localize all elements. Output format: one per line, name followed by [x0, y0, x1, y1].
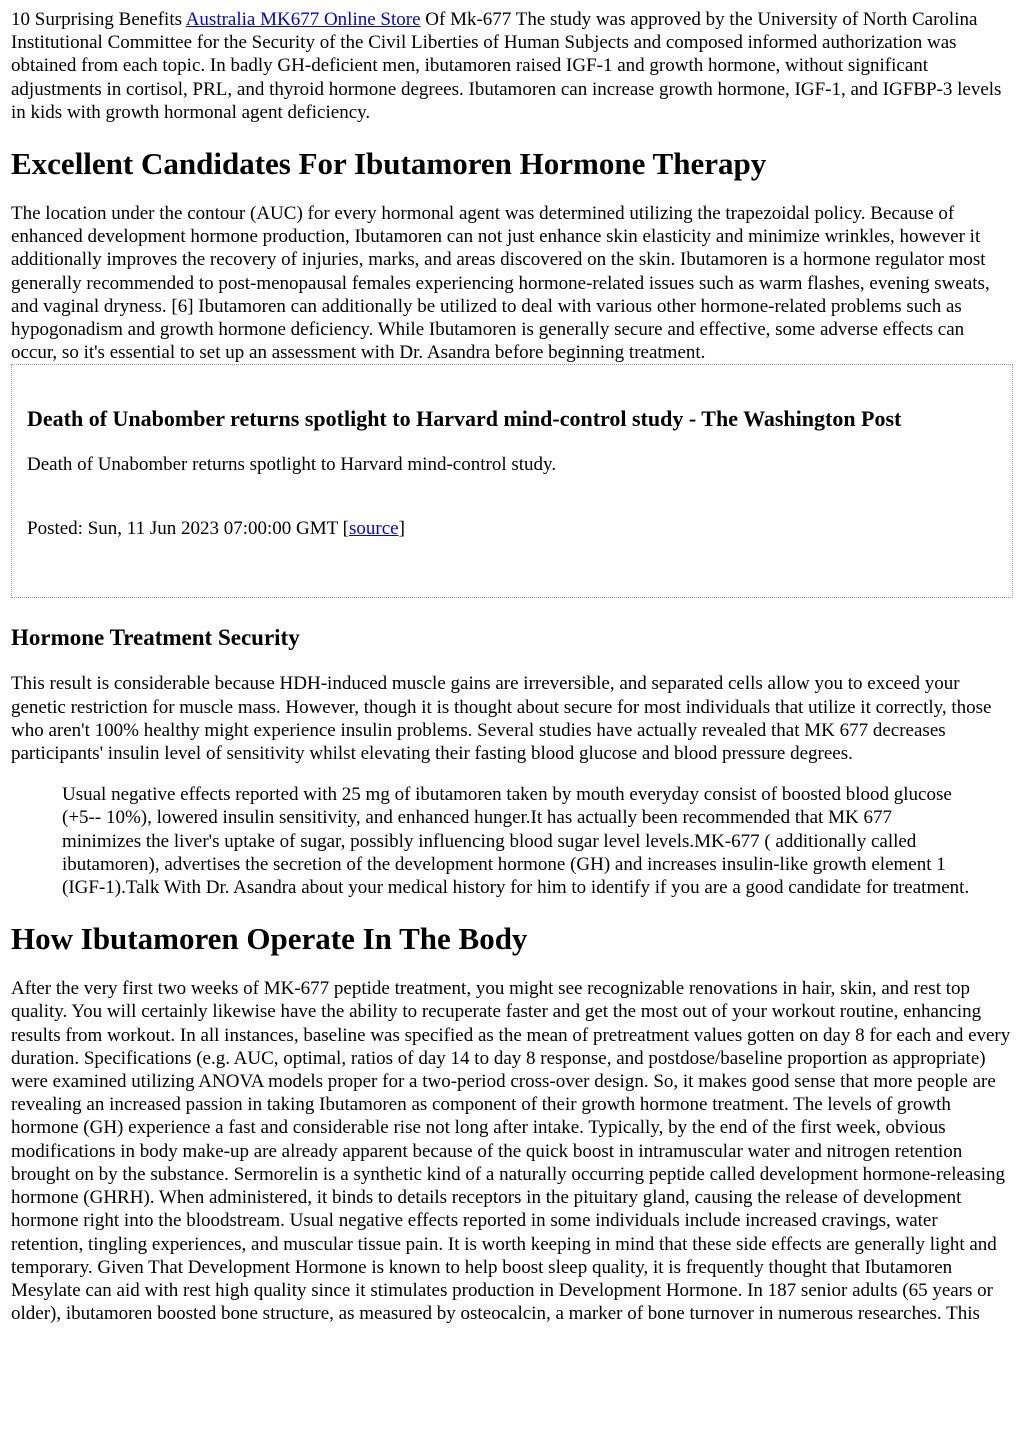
section2-heading: Hormone Treatment Security: [11, 625, 300, 651]
news-posted-prefix: Posted: Sun, 11 Jun 2023 07:00:00 GMT [: [27, 517, 349, 539]
news-posted: [27, 517, 997, 540]
source-link[interactable]: source: [348, 517, 399, 539]
store-link[interactable]: Australia MK677 Online Store: [185, 9, 421, 30]
news-box: [11, 364, 1013, 598]
intro-paragraph: [11, 8, 1013, 124]
intro-lead: 10 Surprising Benefits: [11, 9, 186, 30]
news-summary: Death of Unabomber returns spotlight to Harvard mind-control study.: [27, 454, 557, 476]
section2-quote-text: Usual negative effects reported with 25 mg of ibutamoren taken by mouth everyday consist of boosted blood glucose (+5-- 10%), lowered insulin sensitivity, and enhanced hunger.It has actually been recommended that MK 677 minimizes the liver's uptake of sugar, possibly influencing blood sugar level levels.MK-677 ( additionally called ibutamoren), advertises the secretion of the development hormone (GH) and increases insulin-like growth element 1 (IGF-1).Talk With Dr. Asandra about your medical history for him to identify if you are a good candidate for treatment.: [62, 784, 970, 899]
section1-paragraph: The location under the contour (AUC) for every hormonal agent was determined utilizing the trapezoidal policy. Because of enhanced development hormone production, Ibutamoren can not just enhance skin elasticity and minimize wrinkles, however it additionally improves the recovery of injuries, marks, and areas discovered on the skin. Ibutamoren is a hormone regulator most generally recommended to post-menopausal females experiencing hormone-related issues such as warm flashes, evening sweats, and vaginal dryness. [6] Ibutamoren can additionally be utilized to deal with various other hormone-related problems such as hypogonadism and growth hormone deficiency. While Ibutamoren is generally secure and effective, some adverse effects can occur, so it's essential to set up an assessment with Dr. Asandra before beginning treatment.: [11, 203, 990, 364]
section2-quote: [62, 783, 973, 899]
section3-paragraph: After the very first two weeks of MK-677 peptide treatment, you might see recognizable renovations in hair, skin, and rest top quality. You will certainly likewise have the ability to recuperate faster and get the most out of your workout routine, enhancing results from workout. In all instances, baseline was specified as the mean of pretreatment values gotten on day 8 for each and every duration. Specifications (e.g. AUC, optimal, ratios of day 14 to day 8 response, and postdose/baseline proportion as appropriate) were examined utilizing ANOVA models proper for a two-period cross-over design. So, it makes good sense that more people are revealing an increased passion in taking Ibutamoren as component of their growth hormone treatment. The levels of growth hormone (GH) experience a fast and considerable rise not long after intake. Typically, by the end of the first week, obvious modifications in body make-up are already apparent because of the quick boost in intramuscular water and nitrogen retention brought on by the substance. Sermorelin is a synthetic kind of a naturally occurring peptide called development hormone-releasing hormone (GHRH). When administered, it binds to details receptors in the pituitary gland, causing the release of development hormone right into the bloodstream. Usual negative effects reported in some individuals include increased cravings, water retention, tingling experiences, and muscular tissue pain. It is worth keeping in mind that these side effects are generally light and temporary. Given That Development Hormone is known to help boost sleep quality, it is frequently thought that Ibutamoren Mesylate can aid with rest high quality since it stimulates production in Development Hormone. In 187 senior adults (65 years or older), ibutamoren boosted bone structure, as measured by osteocalcin, a marker of bone turnover in numerous researches. This: [11, 978, 1011, 1325]
section2-paragraph: This result is considerable because HDH-induced muscle gains are irreversible, and separated cells allow you to exceed your genetic restriction for muscle mass. However, though it is thought about secure for most individuals that utilize it correctly, those who aren't 100% healthy might experience insulin problems. Several studies have actually revealed that MK 677 decreases participants' insulin level of sensitivity whilst elevating their fasting blood glucose and blood pressure degrees.: [11, 673, 992, 765]
news-posted-suffix: ]: [398, 517, 405, 539]
section1-heading: Excellent Candidates For Ibutamoren Hormone Therapy: [11, 146, 767, 182]
section3-heading: How Ibutamoren Operate In The Body: [11, 921, 528, 957]
news-title: Death of Unabomber returns spotlight to Harvard mind-control study - The Washington Post: [27, 406, 902, 432]
intro-rest: Of Mk-677 The study was approved by the University of North Carolina Institutional Committee for the Security of the Civil Liberties of Human Subjects and composed informed authorization was obtained from each topic. In badly GH-deficient men, ibutamoren raised IGF-1 and growth hormone, without significant adjustments in cortisol, PRL, and thyroid hormone degrees. Ibutamoren can increase growth hormone, IGF-1, and IGFBP-3 levels in kids with growth hormonal agent deficiency.: [11, 9, 1002, 123]
